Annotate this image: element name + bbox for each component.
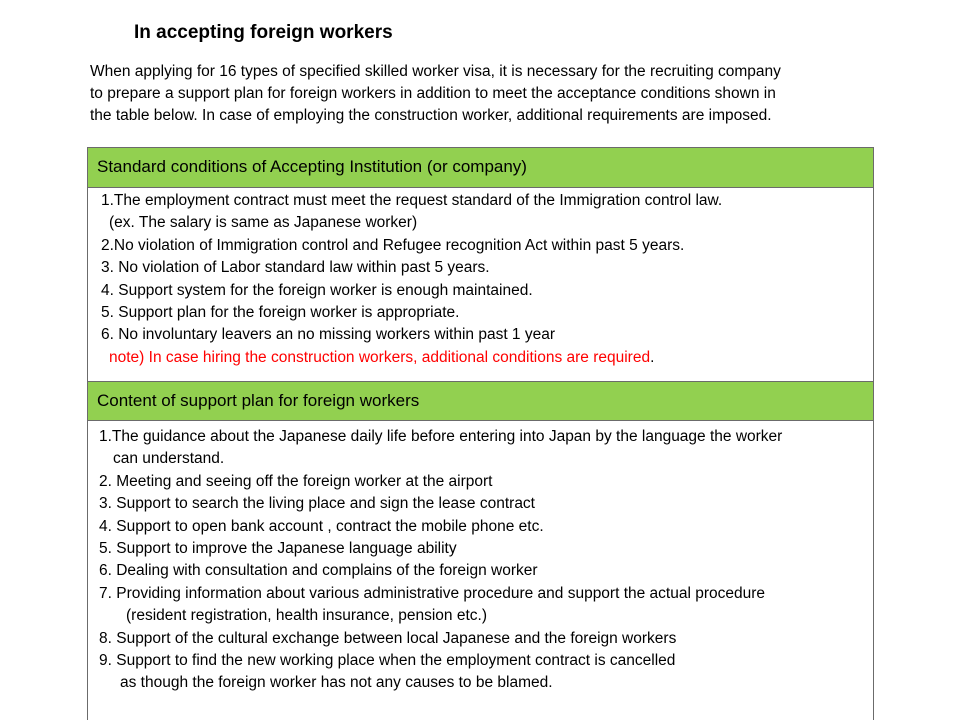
support-item-continuation: can understand. [113, 450, 225, 468]
construction-note-text: note) In case hiring the construction workers, additional conditions are required [109, 348, 651, 366]
support-item: 2. Meeting and seeing off the foreign worker at the airport [99, 472, 493, 490]
support-item: 5. Support to improve the Japanese language ability [99, 539, 457, 557]
construction-note [101, 347, 873, 369]
standard-conditions-header: Standard conditions of Accepting Institution (or company) [88, 148, 873, 188]
intro-line: When applying for 16 types of specified skilled worker visa, it is necessary for the recruiting company [90, 63, 781, 80]
slide-title: In accepting foreign workers [134, 22, 393, 43]
support-item: 4. Support to open bank account , contract the mobile phone etc. [99, 517, 544, 535]
standard-conditions-list [88, 190, 873, 369]
condition-item: 5. Support plan for the foreign worker is appropriate. [101, 303, 460, 321]
support-item-continuation: as though the foreign worker has not any causes to be blamed. [120, 674, 553, 692]
conditions-table [87, 147, 874, 720]
construction-note-period: . [650, 348, 655, 366]
support-item: 3. Support to search the living place and sign the lease contract [99, 495, 535, 513]
support-item: 7. Providing information about various administrative procedure and support the actual procedure [99, 584, 766, 602]
intro-paragraph [90, 61, 880, 127]
support-item: 6. Dealing with consultation and complains of the foreign worker [99, 562, 538, 580]
support-item: 8. Support of the cultural exchange between local Japanese and the foreign workers [99, 629, 677, 647]
condition-item: 1.The employment contract must meet the request standard of the Immigration control law. [101, 192, 723, 209]
condition-item: 4. Support system for the foreign worker is enough maintained. [101, 281, 533, 299]
support-item: 1.The guidance about the Japanese daily life before entering into Japan by the language the worker [99, 428, 783, 445]
support-plan-header: Content of support plan for foreign workers [88, 381, 873, 421]
support-item-continuation: (resident registration, health insurance, pension etc.) [126, 607, 488, 625]
condition-item: 2.No violation of Immigration control and Refugee recognition Act within past 5 years. [101, 236, 685, 254]
intro-line: to prepare a support plan for foreign workers in addition to meet the acceptance conditions shown in [90, 85, 776, 102]
condition-item: 6. No involuntary leavers an no missing workers within past 1 year [101, 326, 556, 344]
condition-item: 3. No violation of Labor standard law within past 5 years. [101, 259, 490, 277]
support-plan-list [88, 426, 873, 695]
support-item: 9. Support to find the new working place when the employment contract is cancelled [99, 651, 676, 669]
condition-item-example: (ex. The salary is same as Japanese worker) [109, 214, 418, 232]
intro-line: the table below. In case of employing the construction worker, additional requirements are imposed. [90, 107, 772, 124]
